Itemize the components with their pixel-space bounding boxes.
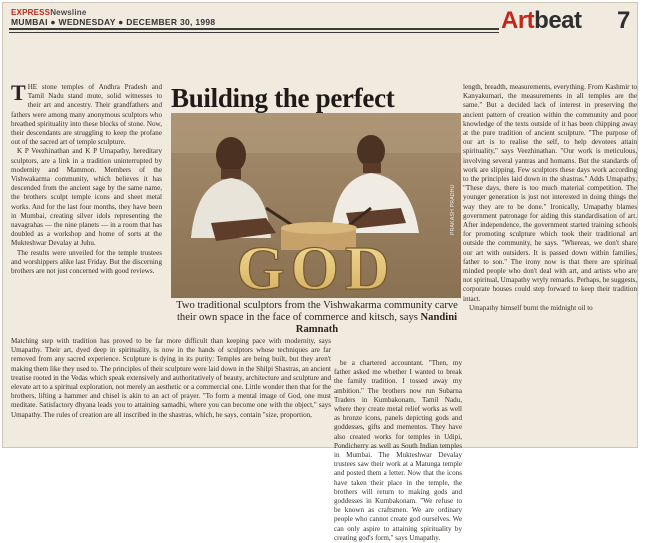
sculptors-photo: [171, 113, 461, 303]
left-column: [11, 80, 162, 336]
section-title-accent: Art: [501, 7, 535, 34]
god-lettering: GOD: [236, 235, 396, 303]
brand-accent: EXPRESS: [11, 8, 51, 17]
paragraph: HE stone temples of Andhra Pradesh and Tamil Nadu stand mute, solid witnesses to their art and ancestry. Their grandfathers and fathers were among many anonymous sculptors who breathed spirituality into these blocks of stone. Now, their descendants are struggling to keep the profane out of the sacred art of temple sculpture.: [11, 83, 162, 147]
paragraph: length, breadth, measurements, everything. From Kashmir to Kanyakumari, the measurements in all temples are the same." But a decided lack of interest in preserving the ancient pattern of creation within the community and poor knowledge of the texts outside of it has been chipping away at the pure tradition of ancient sculpture. "The purpose of our art is to realise the self, to help devotees attain spirituality," says Veezhinathan. "Our work is meticulous, involving several yantras and homams. But the standards of work are slipping. Few sculptors these days work according to the principles laid down in the shastras." Adds Umapathy, "These days, there is too much material competition. The younger generation is just not interested in doing things the way they are to be done." Ironically, Umapathy blames government patronage for aiding this standardisation of art. After independence, the government started training schools for promoting sculpture which took their traditional art outside the community, he says. "Whereas, we don't share our art with outsiders. It is passed down within families, father to son." The irony now is that there are spiritual minded people who don't deal with art, and artists who are not spiritual, Umapathy wryly remarks. Perhaps, he suggests, corporate houses could step forward to keep their tradition intact.: [463, 83, 637, 303]
right-column: [463, 83, 637, 428]
headline: Building the perfect: [171, 83, 395, 113]
paragraph: K P Veezhinathan and K P Umapathy, hereditary sculptors, are a link in a tradition uninterrupted by modernity and Mammon. Members of the Vishwakarma community, which believes it has descended from the ancient sage by the same name, the brothers sculpt temple icons and sheet metal works. And for the last four months, they have been in Mumbai, creating silver idols representing the navagrahas — the nine planets — in a room that has doubled as a workshop and home of sorts at the Mukteshwar Devalay at Juhu.: [11, 147, 162, 248]
paragraph: be a chartered accountant. "Then, my father asked me whether I wanted to break the family tradition. I tossed away my ambition." The brothers now run Subarna Traders in Kumbakonam, Tamil Nadu, where they create metal relief works as well as bronze icons, panels depicting gods and goddesses, gifts and mementos. They have also created works for temples in Udipi, Pondicherry as well as South Indian temples in Mumbai. The Mukteshwar Devalay trustees saw their work at a Matunga temple and posted them a letter. Now that the icons have taken their place in the temple, the brothers will return to making gods and goddesses in Kumbakonam. "We refuse to be known as craftsmen. We are ordinary people who cannot create god ourselves. We can only aspire to attaining spirituality by creating god's form," says Umapathy.: [334, 359, 462, 542]
paragraph: The results were unveiled for the temple trustees and worshippers alike last Friday. But the discerning brothers are not just concerned with good reviews.: [11, 248, 162, 276]
bottom-column: [11, 337, 331, 447]
deck: [175, 300, 459, 336]
newspaper-clipping: [2, 2, 638, 542]
masthead-rule: [9, 28, 499, 30]
photo-credit: PRAKASH PRADHU: [450, 184, 456, 235]
dateline: MUMBAI ● WEDNESDAY ● DECEMBER 30, 1998: [11, 17, 216, 27]
section-title: [501, 7, 582, 35]
publication-brand: [11, 8, 86, 17]
paragraph: Matching step with tradition has proved to be far more difficult than keeping pace with modernity, says Umapathy. Their art, dyed deep in spirituality, is now in the hands of sculptors whose techniques are far removed from any sacred experience. Sculpture is dying in its purity: Temples are being built, but they aren't making them like they used to. The principles of their sculpture were laid down in the Shilpi Shastras, an ancient treatise rooted in the Vedas which speak extensively and authoritatively of beauty, architecture and sculpture and elevate art to a spiritual exploration, not merely an aesthetic or a commercial one. Little wonder then that for the brothers, lifting a hammer and chisel is akin to an act of prayer. "To form a mental image of God, one must meditate. Satisfactory dhyana leads you to attaining samadhi, where you can become one with the object," says Umapathy. The rules of creation are all inscribed in the shastras, which, he says, contain "size, proportion,: [11, 337, 331, 419]
page-number: 7: [617, 7, 631, 34]
middle-column: [334, 359, 462, 542]
section-title-rest: beat: [534, 7, 582, 34]
masthead-rule-thin: [9, 32, 499, 33]
photo-illustration: [171, 113, 461, 303]
byline: Nandini Ramnath: [295, 312, 458, 335]
brand-name: Newsline: [50, 8, 87, 17]
paragraph: Umapathy himself burnt the midnight oil to: [469, 303, 593, 312]
drop-cap: T: [11, 80, 26, 105]
deck-text: Two traditional sculptors from the Vishwakarma community carve their own space in the face of commerce and kitsch, says: [176, 300, 458, 323]
